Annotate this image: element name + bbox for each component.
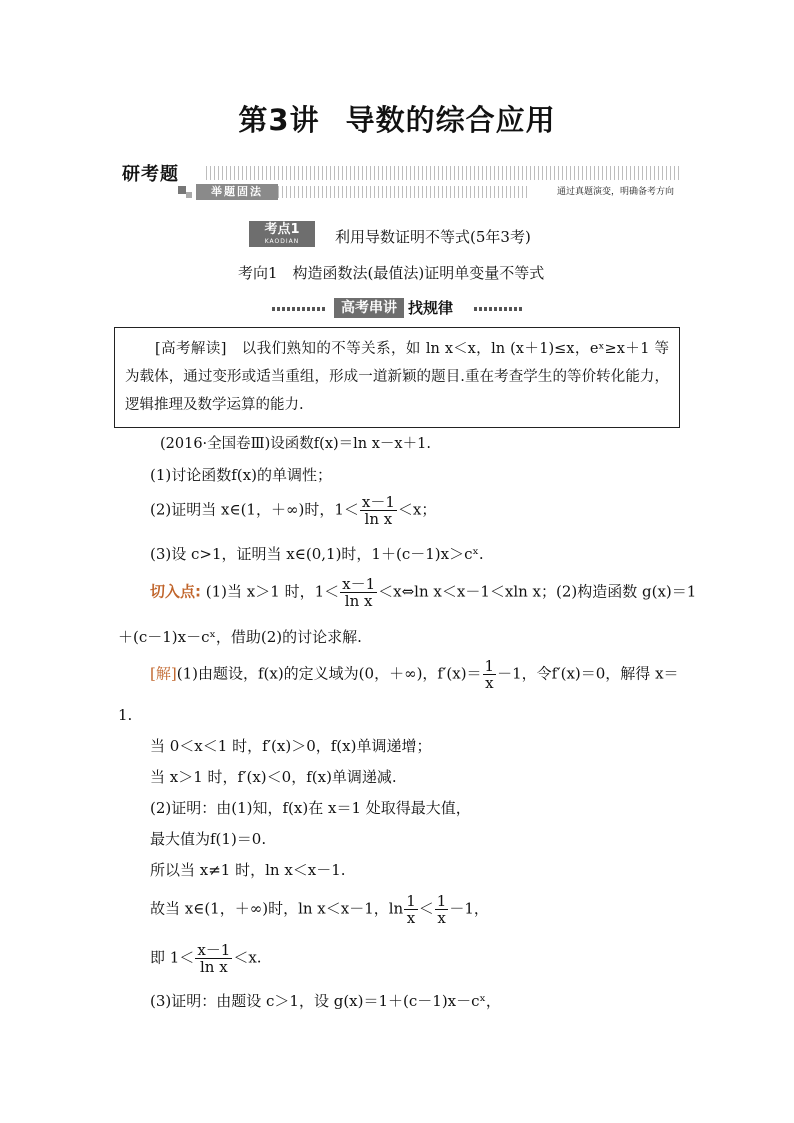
banner-stripes <box>278 186 528 198</box>
s8-num: x－1 <box>197 941 231 959</box>
kaodian-badge-label: 考点1 <box>264 222 300 237</box>
s1-a: (1)由题设，f(x)的定义域为(0，＋∞)，f′(x)＝ <box>176 664 482 683</box>
s8-den: ln x <box>199 958 228 976</box>
s7-num2: 1 <box>436 892 447 910</box>
banner-main: 研考题 <box>122 164 179 185</box>
kaodian-badge <box>249 221 315 247</box>
law-header <box>272 298 522 320</box>
page-title <box>0 98 794 139</box>
s1-fraction <box>483 658 497 691</box>
solution-line4: (2)证明：由(1)知，f(x)在 x＝1 处取得最大值， <box>150 799 471 817</box>
hint-b: ＜x⇔ln x＜x－1＜xln x；(2)构造函数 g(x)＝1 <box>378 582 697 601</box>
law-tag: 高考串讲 <box>334 298 404 318</box>
solution-line1-cont: 1. <box>118 706 133 724</box>
solution-line5: 最大值为f(1)＝0. <box>150 830 267 848</box>
hint-line1 <box>150 576 696 609</box>
banner-square <box>178 186 186 194</box>
s8-fraction <box>195 942 232 975</box>
s1-num: 1 <box>484 657 495 675</box>
hint-den: ln x <box>344 592 373 610</box>
q2-fraction <box>360 494 397 527</box>
solution-line3: 当 x＞1 时，f′(x)＜0，f(x)单调递减. <box>150 768 397 786</box>
hint-num: x－1 <box>342 575 376 593</box>
s8-a: 即 1＜ <box>150 948 195 967</box>
law-word: 找规律 <box>408 299 454 317</box>
q2-text-a: (2)证明当 x∈(1，＋∞)时，1＜ <box>150 500 359 519</box>
banner-sub-tag: 举题固法 <box>196 184 278 200</box>
problem-stem: (2016·全国卷Ⅲ)设函数f(x)＝ln x－x＋1. <box>160 436 431 452</box>
banner-note: 通过真题演变，明确备考方向 <box>556 187 674 197</box>
s7-num1: 1 <box>406 892 416 910</box>
solution-line2: 当 0＜x＜1 时，f′(x)＞0，f(x)单调递增； <box>150 737 432 755</box>
banner-square-small <box>186 192 192 198</box>
problem-q2 <box>150 494 436 527</box>
kaodian-title: 利用导数证明不等式(5年3考) <box>335 228 531 246</box>
title-lecture: 第3讲 <box>238 103 320 137</box>
s7-fraction1 <box>404 893 418 926</box>
solution-line9: (3)证明：由题设 c＞1，设 g(x)＝1＋(c－1)x－cˣ， <box>150 992 501 1010</box>
s7-a: 故当 x∈(1，＋∞)时，ln x＜x－1，ln <box>150 899 404 918</box>
solution-label: [解] <box>150 664 177 683</box>
q2-den: ln x <box>364 510 393 528</box>
title-topic: 导数的综合应用 <box>345 103 556 137</box>
interpretation-box: [高考解读] 以我们熟知的不等关系，如 ln x＜x，ln (x＋1)≤x，eˣ≥x＋1 等为载体，通过变形或适当重组，形成一道新颖的题目.重在考查学生的等价转化能力，逻辑推理及数学运算的能力. <box>114 327 680 428</box>
hint-fraction <box>340 576 377 609</box>
kaoxiang-title: 考向1 构造函数法(最值法)证明单变量不等式 <box>238 264 545 282</box>
s7-den2: x <box>437 909 446 927</box>
problem-q1: (1)讨论函数f(x)的单调性； <box>150 466 332 484</box>
s1-b: －1，令f′(x)＝0，解得 x＝ <box>497 664 679 683</box>
s7-fraction2 <box>435 893 449 926</box>
s7-c: －1， <box>449 899 489 918</box>
q2-num: x－1 <box>361 493 395 511</box>
s1-den: x <box>485 674 494 692</box>
hint-line2: ＋(c－1)x－cˣ，借助(2)的讨论求解. <box>118 628 362 646</box>
hint-label: 切入点: <box>150 582 201 601</box>
s7-den1: x <box>406 909 416 927</box>
dots-right <box>474 307 522 311</box>
solution-line1 <box>150 658 679 691</box>
dots-left <box>272 307 326 311</box>
problem-q3: (3)设 c>1，证明当 x∈(0,1)时，1＋(c－1)x＞cˣ. <box>150 545 484 563</box>
solution-line7 <box>150 893 489 926</box>
banner-lines <box>206 166 680 180</box>
kaodian-badge-en: KAODIAN <box>264 238 300 245</box>
hint-a: (1)当 x＞1 时，1＜ <box>205 582 340 601</box>
solution-line6: 所以当 x≠1 时，ln x＜x－1. <box>150 861 346 879</box>
s7-b: ＜ <box>418 899 434 918</box>
q2-text-b: ＜x； <box>397 500 437 519</box>
section-banner <box>118 160 680 202</box>
s8-b: ＜x. <box>233 948 262 967</box>
solution-line8 <box>150 942 262 975</box>
